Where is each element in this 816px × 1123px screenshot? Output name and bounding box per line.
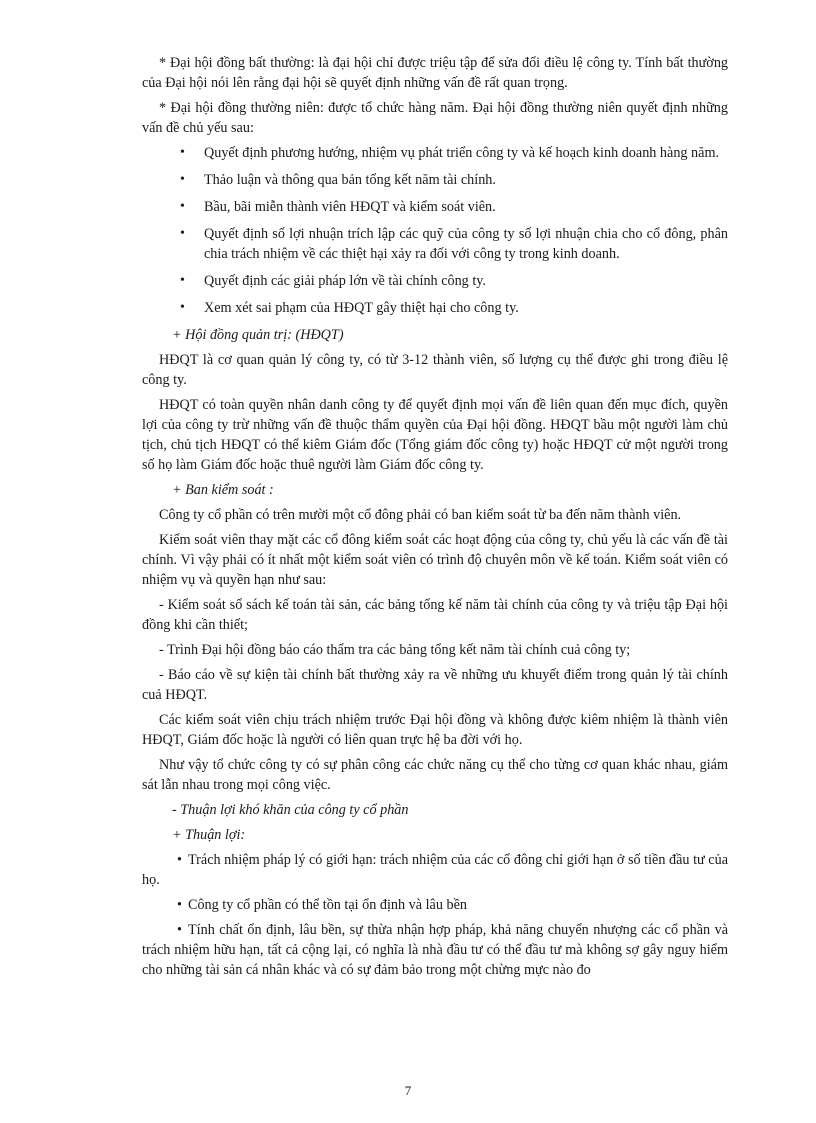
heading-board-of-directors: + Hội đồng quản trị: (HĐQT) — [172, 327, 344, 343]
paragraph-controller-responsibility: Các kiểm soát viên chịu trách nhiệm trước Đại hội đồng và không được kiêm nhiệm là thành viên HĐQT, Giám đốc hoặc là người có liên quan trực hệ ba đời với họ. — [142, 712, 728, 748]
heading-advantages: + Thuận lợi: — [172, 827, 246, 843]
paragraph-board-definition: HĐQT là cơ quan quản lý công ty, có từ 3-12 thành viên, số lượng cụ thể được ghi trong điều lệ công ty. — [142, 352, 728, 388]
advantage-text: Trách nhiệm pháp lý có giới hạn: trách nhiệm của các cổ đông chỉ giới hạn ở số tiền đầu tư của họ. — [142, 852, 728, 888]
list-item: • Quyết định các giải pháp lớn về tài chính công ty. — [204, 271, 728, 291]
advantage-text: Tính chất ổn định, lâu bền, sự thừa nhận hợp pháp, khả năng chuyển nhượng các cổ phần và trách nhiệm hữu hạn, tất cả cộng lại, có nghĩa là nhà đầu tư có thể đầu tư mà không sợ gây nguy hiểm cho những tài sản cá nhân khác và có sự đảm bảo trong một chừng mực nào đo — [142, 922, 728, 978]
paragraph-control-board-requirement: Công ty cổ phần có trên mười một cổ đông phải có ban kiểm soát từ ba đến năm thành viên. — [159, 507, 682, 523]
heading-pros-cons: - Thuận lợi khó khăn của công ty cổ phần — [172, 802, 409, 818]
paragraph-organization-summary: Như vậy tổ chức công ty có sự phân công các chức năng cụ thể cho từng cơ quan khác nhau, giám sát lẫn nhau trong mọi công việc. — [142, 757, 728, 793]
list-item: • Xem xét sai phạm của HĐQT gây thiệt hại cho công ty. — [204, 298, 728, 318]
paragraph-extraordinary-meeting: * Đại hội đồng bất thường: là đại hội chỉ được triệu tập để sửa đổi điều lệ công ty. Tính bất thường của Đại hội nói lên rằng đại hội sẽ quyết định những vấn đề rất quan trọng. — [142, 55, 728, 91]
bullet-icon: • — [177, 922, 182, 938]
advantage-item — [142, 895, 728, 915]
page-content — [142, 53, 728, 985]
paragraph-duty-3: - Báo cáo về sự kiện tài chính bất thường xảy ra về những ưu khuyết điểm trong quản lý tài chính cuả HĐQT. — [142, 667, 728, 703]
page-number: 7 — [404, 1083, 412, 1098]
heading-control-board: + Ban kiểm soát : — [172, 482, 274, 498]
list-item: • Quyết định phương hướng, nhiệm vụ phát triển công ty và kế hoạch kinh doanh hàng năm. — [204, 143, 728, 163]
paragraph-duty-2: - Trình Đại hội đồng báo cáo thẩm tra các bảng tổng kết năm tài chính cuả công ty; — [159, 642, 631, 658]
list-item: • Bầu, bãi miễn thành viên HĐQT và kiểm soát viên. — [204, 197, 728, 217]
bullet-icon: • — [177, 852, 182, 868]
advantage-item — [142, 920, 728, 980]
annual-meeting-duties-list — [142, 143, 728, 318]
paragraph-duty-1: - Kiểm soát sổ sách kế toán tài sản, các bảng tổng kế năm tài chính của công ty và triệu tập Đại hội đồng khi cần thiết; — [142, 597, 728, 633]
paragraph-board-authority: HĐQT có toàn quyền nhân danh công ty để quyết định mọi vấn đề liên quan đến mục đích, quyền lợi của công ty trừ những vấn đề thuộc thẩm quyền của Đại hội đồng. HĐQT bầu một người làm chủ tịch, chủ tịch HĐQT có thể kiêm Giám đốc (Tổng giám đốc công ty) hoặc HĐQT cử một người trong số họ làm Giám đốc hoặc thuê người làm Giám đốc công ty. — [142, 397, 728, 473]
paragraph-controller-role: Kiểm soát viên thay mặt các cổ đông kiểm soát các hoạt động của công ty, chủ yếu là các vấn đề tài chính. Vì vậy phải có ít nhất một kiểm soát viên có trình độ chuyên môn về kế toán. Kiểm soát viên có nhiệm vụ và quyền hạn như sau: — [142, 532, 728, 588]
advantage-item — [142, 850, 728, 890]
list-item: • Thảo luận và thông qua bản tổng kết năm tài chính. — [204, 170, 728, 190]
list-item: • Quyết định số lợi nhuận trích lập các quỹ của công ty số lợi nhuận chia cho cổ đông, phân chia trách nhiệm về các thiệt hại xảy ra đối với công ty trong kinh doanh. — [204, 224, 728, 264]
bullet-icon: • — [177, 897, 182, 913]
advantage-text: Công ty cổ phần có thể tồn tại ổn định và lâu bền — [188, 897, 467, 913]
paragraph-annual-meeting: * Đại hội đồng thường niên: được tổ chức hàng năm. Đại hội đồng thường niên quyết định những vấn đề chủ yếu sau: — [142, 100, 728, 136]
